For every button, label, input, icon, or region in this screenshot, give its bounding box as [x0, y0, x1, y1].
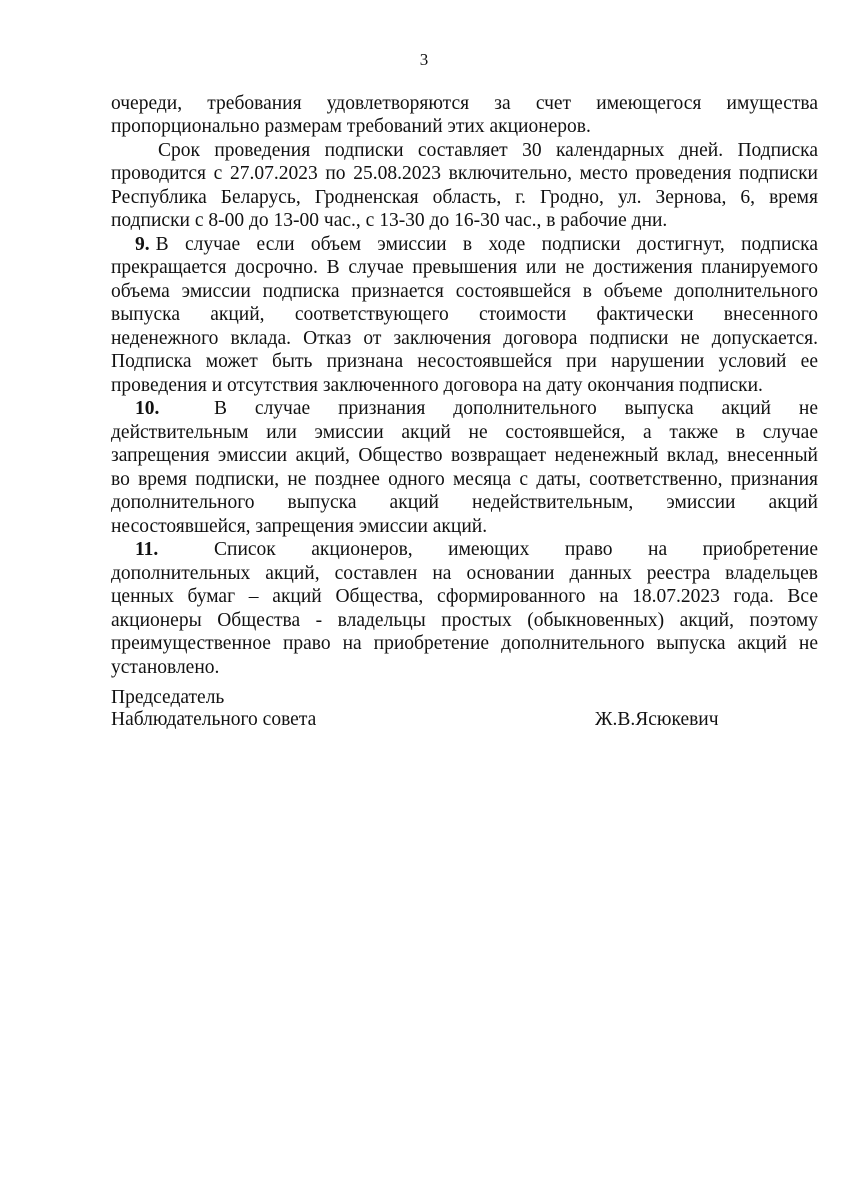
- text-line: действительным или эмиссии акций не состоявшейся, а также в случае: [111, 422, 818, 443]
- text-line: прекращается досрочно. В случае превышения или не достижения планируемого: [111, 257, 818, 278]
- text-line: подписки с 8-00 до 13-00 час., с 13-30 до 16-30 час., в рабочие дни.: [111, 210, 668, 231]
- text-line: [135, 397, 818, 420]
- text-line: объема эмиссии подписка признается состоявшейся в объеме дополнительного: [111, 281, 818, 302]
- text-line: [135, 233, 818, 256]
- text-line: Подписка может быть признана несостоявшейся при нарушении условий ее: [111, 351, 818, 372]
- text-line: проводится с 27.07.2023 по 25.08.2023 включительно, место проведения подписки: [111, 163, 818, 184]
- text-line: преимущественное право на приобретение дополнительного выпуска акций не: [111, 633, 818, 654]
- text-line: установлено.: [111, 657, 220, 678]
- page-number: 3: [419, 50, 429, 69]
- item-number: 10.: [135, 398, 160, 419]
- text-line: проведения и отсутствия заключенного договора на дату окончания подписки.: [111, 375, 763, 396]
- text-line: запрещения эмиссии акций, Общество возвращает неденежный вклад, внесенный: [111, 445, 818, 466]
- text-line: выпуска акций, соответствующего стоимости фактически внесенного: [111, 304, 818, 325]
- text-line: дополнительных акций, составлен на основании данных реестра владельцев: [111, 563, 818, 584]
- text-line: дополнительного выпуска акций недействительным, эмиссии акций: [111, 492, 818, 513]
- text-line: акционеры Общества - владельцы простых (обыкновенных) акций, поэтому: [111, 610, 818, 631]
- item-number: 9.: [135, 234, 150, 255]
- text-line: Республика Беларусь, Гродненская область, г. Гродно, ул. Зернова, 6, время: [111, 187, 818, 208]
- text-line: пропорционально размерам требований этих акционеров.: [111, 116, 591, 137]
- text-line: очереди, требования удовлетворяются за счет имеющегося имущества: [111, 93, 818, 114]
- text-line-content: В случае если объем эмиссии в ходе подписки достигнут, подписка: [155, 234, 818, 255]
- text-line-content: Список акционеров, имеющих право на приобретение: [214, 539, 818, 560]
- signatory-title-line2: Наблюдательного совета: [111, 709, 317, 730]
- text-line: несостоявшейся, запрещения эмиссии акций.: [111, 516, 488, 537]
- text-line: Срок проведения подписки составляет 30 календарных дней. Подписка: [158, 140, 818, 161]
- signatory-title-line1: Председатель: [111, 687, 225, 708]
- signatory-name: Ж.В.Ясюкевич: [595, 709, 719, 730]
- item-number: 11.: [135, 539, 159, 560]
- text-line-content: В случае признания дополнительного выпуска акций не: [214, 398, 818, 419]
- text-line: ценных бумаг – акций Общества, сформированного на 18.07.2023 года. Все: [111, 586, 818, 607]
- text-line: [135, 538, 818, 561]
- text-line: неденежного вклада. Отказ от заключения договора подписки не допускается.: [111, 328, 818, 349]
- text-line: во время подписки, не позднее одного месяца с даты, соответственно, признания: [111, 469, 818, 490]
